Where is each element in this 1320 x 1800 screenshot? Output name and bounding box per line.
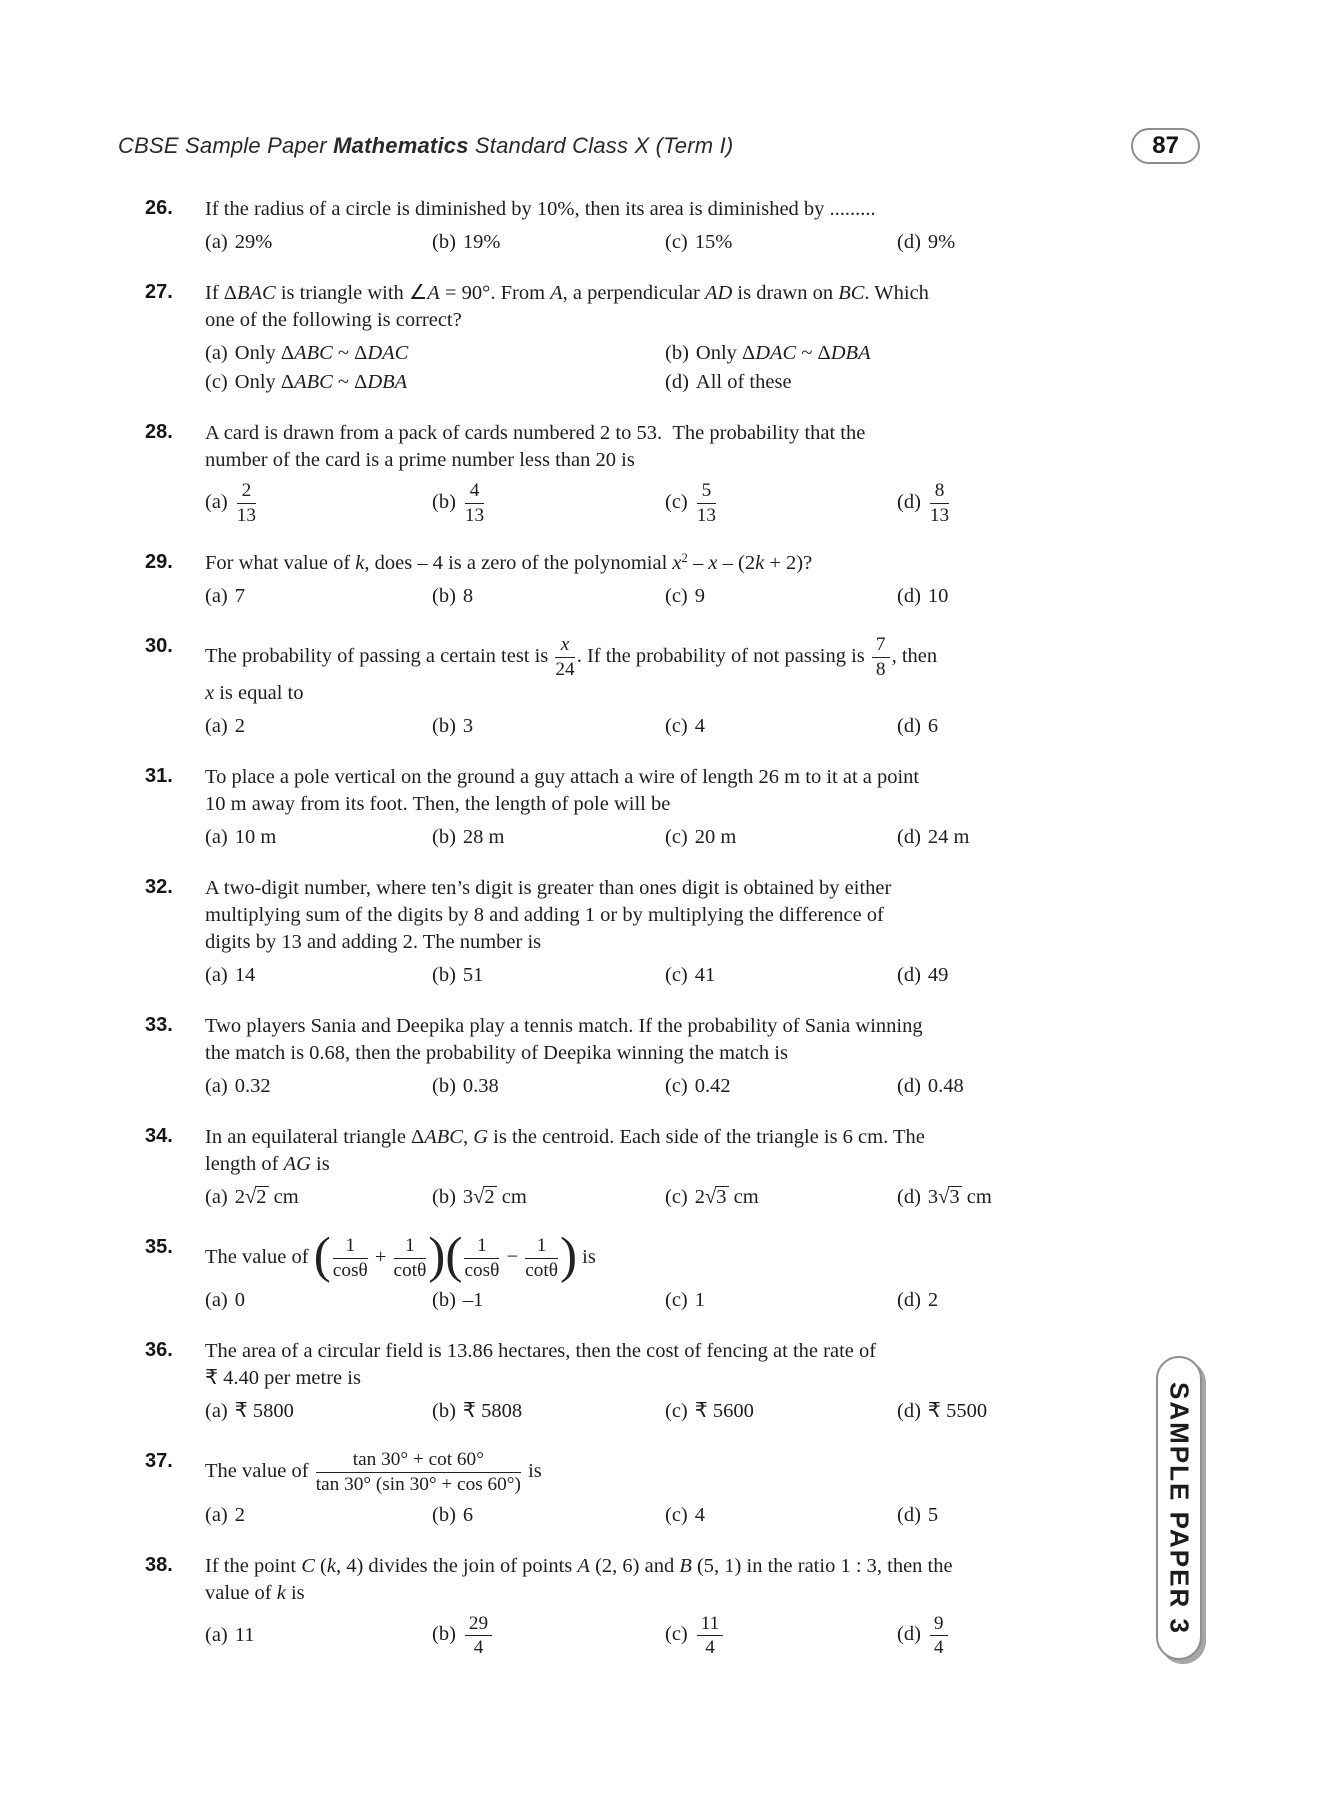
question-text-line: length of AG is xyxy=(205,1153,330,1176)
option-a xyxy=(205,1397,432,1426)
option-value: 51 xyxy=(462,964,484,987)
option-b xyxy=(432,1286,665,1315)
option-d xyxy=(897,1501,1030,1530)
page-header xyxy=(118,128,1200,164)
option-label: (a) xyxy=(205,342,228,364)
question-number: 31. xyxy=(145,765,173,788)
option-value: 2√3 cm xyxy=(694,1186,759,1209)
question-27 xyxy=(145,280,1030,397)
question-body xyxy=(205,1227,1030,1315)
option-value: 2√2 cm xyxy=(234,1186,299,1209)
square-root: √2 xyxy=(473,1186,495,1209)
question-text-line: The probability of passing a certain test is $\frac{x}{24}$ . If the probability of not passing is $\frac{7}{8}$ , then xyxy=(205,634,938,680)
options-row xyxy=(205,712,1030,741)
option-label: (a) xyxy=(205,1624,228,1647)
option-b xyxy=(432,1501,665,1530)
question-number: 29. xyxy=(145,551,173,574)
option-label: (d) xyxy=(897,964,921,987)
option-label: (c) xyxy=(665,1186,688,1209)
option-label: (b) xyxy=(432,1400,456,1423)
option-label: (c) xyxy=(665,964,688,987)
question-text-line: Two players Sania and Deepika play a tennis match. If the probability of Sania winning xyxy=(205,1015,923,1038)
option-label: (a) xyxy=(205,1503,228,1526)
option-label: (c) xyxy=(665,585,688,608)
fraction: $\frac{5}{13}$ xyxy=(696,480,717,526)
options-row xyxy=(205,1183,1030,1212)
question-37 xyxy=(145,1449,1030,1529)
option-c xyxy=(665,1286,897,1315)
option-value: 2 xyxy=(234,1503,246,1526)
option-label: (c) xyxy=(665,231,688,253)
option-label: (d) xyxy=(897,1289,921,1312)
option-a xyxy=(205,1286,432,1315)
option-c xyxy=(665,712,897,741)
question-text-line: The area of a circular field is 13.86 hectares, then the cost of fencing at the rate of xyxy=(205,1340,877,1363)
option-d xyxy=(897,1612,1030,1660)
option-value: 8 xyxy=(462,585,474,608)
fraction: $\frac{11}{4}$ xyxy=(697,1613,724,1659)
option-value: 10 m xyxy=(234,826,277,849)
option-value: ₹ 5600 xyxy=(694,1400,754,1423)
option-b xyxy=(665,339,1030,368)
square-root: √2 xyxy=(245,1186,267,1209)
fraction: $\frac{1}{\cos\theta}$ xyxy=(464,1235,500,1281)
option-value: ₹ 5808 xyxy=(462,1400,523,1423)
options-row xyxy=(205,823,1030,852)
option-label: (a) xyxy=(205,1075,228,1098)
question-number: 37. xyxy=(145,1450,173,1473)
question-text-line: If the point C (k, 4) divides the join of points A (2, 6) and B (5, 1) in the ratio 1 : 3, then the xyxy=(205,1554,953,1577)
option-c xyxy=(665,479,897,527)
question-32 xyxy=(145,875,1030,990)
question-body xyxy=(205,1553,1030,1660)
option-label: (d) xyxy=(897,490,921,513)
fraction: $\frac{x}{24}$ xyxy=(555,634,575,680)
option-value: ₹ 5500 xyxy=(927,1400,988,1423)
option-value: 41 xyxy=(694,964,716,987)
questions-list xyxy=(145,196,1030,1683)
question-number: 27. xyxy=(145,281,173,303)
question-body xyxy=(205,196,1030,257)
big-parenthesis: ( xyxy=(445,1227,463,1285)
option-value: 24 m xyxy=(927,826,970,849)
option-value: 7 xyxy=(234,585,246,608)
option-a xyxy=(205,582,432,611)
option-value xyxy=(463,480,486,526)
option-d xyxy=(897,1286,1030,1315)
question-body xyxy=(205,634,1030,741)
question-text-line: ₹ 4.40 per metre is xyxy=(205,1367,361,1390)
option-value: 49 xyxy=(927,964,949,987)
question-text-line: multiplying sum of the digits by 8 and adding 1 or by multiplying the difference of xyxy=(205,904,884,927)
option-b xyxy=(432,823,665,852)
option-value: 28 m xyxy=(462,826,505,849)
option-value: –1 xyxy=(462,1289,484,1312)
option-c xyxy=(665,1612,897,1660)
option-value: 15% xyxy=(694,231,733,253)
option-label: (d) xyxy=(897,1400,921,1423)
option-value: 9% xyxy=(927,231,956,253)
option-label: (c) xyxy=(665,1075,688,1098)
option-value: Only ΔDAC ~ ΔDBA xyxy=(695,342,871,364)
option-a xyxy=(205,1501,432,1530)
option-label: (d) xyxy=(897,1503,921,1526)
option-label: (c) xyxy=(665,1289,688,1312)
option-b xyxy=(432,1397,665,1426)
options-row xyxy=(205,1286,1030,1315)
option-label: (b) xyxy=(432,826,456,849)
fraction: $\frac{2}{13}$ xyxy=(236,480,257,526)
option-value: 2 xyxy=(234,715,246,738)
option-b xyxy=(432,582,665,611)
question-body xyxy=(205,550,1030,611)
option-value: 6 xyxy=(927,715,939,738)
option-value: 6 xyxy=(462,1503,474,1526)
option-label: (b) xyxy=(432,490,456,513)
option-b xyxy=(432,228,665,257)
option-value: 2 xyxy=(927,1289,939,1312)
option-label: (b) xyxy=(432,1623,456,1646)
option-d xyxy=(897,823,1030,852)
option-label: (a) xyxy=(205,1400,228,1423)
question-36 xyxy=(145,1338,1030,1426)
question-body xyxy=(205,1124,1030,1212)
option-label: (c) xyxy=(665,715,688,738)
options-row xyxy=(205,582,1030,611)
option-d xyxy=(897,712,1030,741)
option-b xyxy=(432,712,665,741)
option-label: (d) xyxy=(897,715,921,738)
question-number: 26. xyxy=(145,197,173,219)
option-value: Only ΔABC ~ ΔDBA xyxy=(234,371,408,393)
sample-paper-tab xyxy=(1156,1356,1202,1660)
option-d xyxy=(897,582,1030,611)
option-a xyxy=(205,1072,432,1101)
option-b xyxy=(432,1072,665,1101)
options-row xyxy=(205,339,1030,397)
option-value: 10 xyxy=(927,585,949,608)
question-text-line: In an equilateral triangle ΔABC, G is the centroid. Each side of the triangle is 6 cm. The xyxy=(205,1126,925,1149)
question-text-line: 10 m away from its foot. Then, the length of pole will be xyxy=(205,793,671,816)
question-number: 34. xyxy=(145,1125,173,1148)
sample-paper-tab-label: SAMPLE PAPER 3 xyxy=(1164,1381,1195,1635)
square-root: √3 xyxy=(705,1186,727,1209)
question-body xyxy=(205,764,1030,852)
question-text-line: To place a pole vertical on the ground a guy attach a wire of length 26 m to it at a point xyxy=(205,766,920,789)
option-a xyxy=(205,228,432,257)
option-value xyxy=(235,480,258,526)
option-label: (d) xyxy=(897,1186,921,1209)
option-a xyxy=(205,961,432,990)
question-35 xyxy=(145,1227,1030,1315)
option-label: (a) xyxy=(205,490,228,513)
option-label: (b) xyxy=(432,715,456,738)
option-value: 9 xyxy=(694,585,706,608)
option-value: 3√2 cm xyxy=(462,1186,527,1209)
question-30 xyxy=(145,634,1030,741)
fraction: $\frac{1}{\cot\theta}$ xyxy=(525,1235,558,1281)
question-number: 30. xyxy=(145,635,173,658)
question-text-line: the match is 0.68, then the probability of Deepika winning the match is xyxy=(205,1042,788,1065)
option-value: Only ΔABC ~ ΔDAC xyxy=(234,342,409,364)
option-label: (c) xyxy=(665,1503,688,1526)
option-value: 1 xyxy=(694,1289,706,1312)
question-body xyxy=(205,1013,1030,1101)
options-row xyxy=(205,479,1030,527)
question-text-line: digits by 13 and adding 2. The number is xyxy=(205,931,542,954)
question-number: 28. xyxy=(145,421,173,443)
fraction: $\frac{1}{\cot\theta}$ xyxy=(393,1235,427,1281)
question-28 xyxy=(145,420,1030,527)
question-number: 36. xyxy=(145,1339,173,1362)
fraction: $\frac{8}{13}$ xyxy=(929,480,950,526)
options-row xyxy=(205,1501,1030,1530)
fraction: $\frac{9}{4}$ xyxy=(930,1613,948,1659)
option-value: ₹ 5800 xyxy=(234,1400,294,1423)
option-label: (b) xyxy=(432,1503,456,1526)
option-label: (d) xyxy=(897,1623,921,1646)
option-label: (a) xyxy=(205,715,228,738)
option-value: 4 xyxy=(694,1503,706,1526)
question-29 xyxy=(145,550,1030,611)
question-26 xyxy=(145,196,1030,257)
option-label: (a) xyxy=(205,964,228,987)
question-body xyxy=(205,420,1030,527)
option-d xyxy=(897,961,1030,990)
question-text-line: number of the card is a prime number less than 20 is xyxy=(205,449,635,471)
option-value xyxy=(463,1612,494,1659)
option-label: (b) xyxy=(432,1186,456,1209)
options-row xyxy=(205,228,1030,257)
question-33 xyxy=(145,1013,1030,1101)
option-c xyxy=(665,1183,897,1212)
question-body xyxy=(205,280,1030,397)
question-text-line: value of k is xyxy=(205,1581,305,1604)
option-value: 0.42 xyxy=(694,1075,731,1098)
option-label: (a) xyxy=(205,1186,228,1209)
option-value: 5 xyxy=(927,1503,939,1526)
option-value xyxy=(928,480,951,526)
option-label: (b) xyxy=(432,964,456,987)
option-c xyxy=(665,1501,897,1530)
question-text-line: The value of ( $\frac{1}{\cos\theta}$ + $\frac{1}{\cot\theta}$ )( $\frac{1}{\cos\theta}$ − $\frac{1}{\cot\theta}$ ) is xyxy=(205,1227,596,1285)
option-c xyxy=(205,368,665,397)
question-text-line: x is equal to xyxy=(205,682,304,705)
option-label: (b) xyxy=(432,231,456,253)
page-number-badge: 87 xyxy=(1131,128,1200,164)
option-value xyxy=(695,1612,726,1659)
option-c xyxy=(665,961,897,990)
question-34 xyxy=(145,1124,1030,1212)
question-body xyxy=(205,875,1030,990)
option-label: (b) xyxy=(665,342,689,364)
option-label: (d) xyxy=(897,231,921,253)
option-label: (d) xyxy=(897,1075,921,1098)
question-text-line: A two-digit number, where ten’s digit is greater than ones digit is obtained by either xyxy=(205,877,892,900)
option-label: (c) xyxy=(205,371,228,393)
option-label: (b) xyxy=(432,585,456,608)
option-value: 20 m xyxy=(694,826,737,849)
option-label: (b) xyxy=(432,1075,456,1098)
option-value: All of these xyxy=(695,371,792,393)
page-title-suffix: Standard Class X (Term I) xyxy=(468,133,734,158)
option-b xyxy=(432,961,665,990)
option-a xyxy=(205,712,432,741)
question-text-line: If the radius of a circle is diminished by 10%, then its area is diminished by ......... xyxy=(205,198,876,220)
option-a xyxy=(205,479,432,527)
question-number: 35. xyxy=(145,1236,173,1259)
question-body xyxy=(205,1338,1030,1426)
fraction: $\frac{\tan 30^\circ + \cot 60^\circ}{\tan 30^\circ (\sin 30^\circ + \cos 60^\circ)}$ xyxy=(315,1449,521,1495)
question-text-line: one of the following is correct? xyxy=(205,309,462,331)
option-label: (c) xyxy=(665,1623,688,1646)
option-b xyxy=(432,1612,665,1660)
option-b xyxy=(432,1183,665,1212)
option-value: 0 xyxy=(234,1289,246,1312)
option-value: 3 xyxy=(462,715,474,738)
page-title-subject: Mathematics xyxy=(333,133,469,158)
big-parenthesis: ) xyxy=(428,1227,446,1285)
option-value: 11 xyxy=(234,1624,255,1647)
question-number: 32. xyxy=(145,876,173,899)
option-d xyxy=(897,1397,1030,1426)
option-a xyxy=(205,1183,432,1212)
option-value: 29% xyxy=(234,231,273,253)
question-number: 38. xyxy=(145,1553,173,1576)
fraction: $\frac{4}{13}$ xyxy=(464,480,485,526)
option-label: (c) xyxy=(665,490,688,513)
option-d xyxy=(897,228,1030,257)
fraction: $\frac{7}{8}$ xyxy=(872,634,890,680)
option-c xyxy=(665,823,897,852)
option-value xyxy=(695,480,718,526)
option-label: (a) xyxy=(205,231,228,253)
options-row xyxy=(205,1612,1030,1660)
option-label: (d) xyxy=(897,585,921,608)
option-value: 0.48 xyxy=(927,1075,964,1098)
page-title xyxy=(118,133,733,159)
option-a xyxy=(205,1621,432,1650)
option-c xyxy=(665,1397,897,1426)
question-31 xyxy=(145,764,1030,852)
big-parenthesis: ( xyxy=(313,1227,331,1285)
option-label: (c) xyxy=(665,1400,688,1423)
option-label: (a) xyxy=(205,1289,228,1312)
option-label: (b) xyxy=(432,1289,456,1312)
option-a xyxy=(205,339,665,368)
option-c xyxy=(665,582,897,611)
option-b xyxy=(432,479,665,527)
big-parenthesis: ) xyxy=(559,1227,578,1285)
option-a xyxy=(205,823,432,852)
option-label: (d) xyxy=(897,826,921,849)
question-body xyxy=(205,1449,1030,1529)
option-value: 14 xyxy=(234,964,256,987)
option-label: (d) xyxy=(665,371,689,393)
option-label: (a) xyxy=(205,826,228,849)
option-value: 19% xyxy=(462,231,501,253)
question-38 xyxy=(145,1553,1030,1660)
fraction: $\frac{1}{\cos\theta}$ xyxy=(332,1235,368,1281)
question-text-line: For what value of k, does – 4 is a zero of the polynomial $x^2 - x - (2k + 2)$? xyxy=(205,551,813,575)
option-c xyxy=(665,228,897,257)
fraction: $\frac{29}{4}$ xyxy=(465,1613,492,1659)
option-value xyxy=(928,1612,950,1659)
page-title-prefix: CBSE Sample Paper xyxy=(118,133,334,158)
square-root: √3 xyxy=(938,1186,960,1209)
option-label: (a) xyxy=(205,585,228,608)
question-text-line: A card is drawn from a pack of cards numbered 2 to 53. The probability that the xyxy=(205,422,866,444)
option-d xyxy=(897,479,1030,527)
option-value: 0.32 xyxy=(234,1075,271,1098)
options-row xyxy=(205,961,1030,990)
question-number: 33. xyxy=(145,1014,173,1037)
question-text-line: The value of $\frac{\tan 30^\circ + \cot 60^\circ}{\tan 30^\circ (\sin 30^\circ + \cos 60^\circ)}$ is xyxy=(205,1449,542,1495)
option-value: 3√3 cm xyxy=(927,1186,992,1209)
option-d xyxy=(665,368,1030,397)
option-value: 0.38 xyxy=(462,1075,499,1098)
option-c xyxy=(665,1072,897,1101)
option-d xyxy=(897,1072,1030,1101)
question-text-line: If ΔBAC is triangle with ∠A = 90°. From A, a perpendicular AD is drawn on BC. Which xyxy=(205,282,929,304)
option-d xyxy=(897,1183,1030,1212)
options-row xyxy=(205,1397,1030,1426)
options-row xyxy=(205,1072,1030,1101)
option-label: (c) xyxy=(665,826,688,849)
option-value: 4 xyxy=(694,715,706,738)
